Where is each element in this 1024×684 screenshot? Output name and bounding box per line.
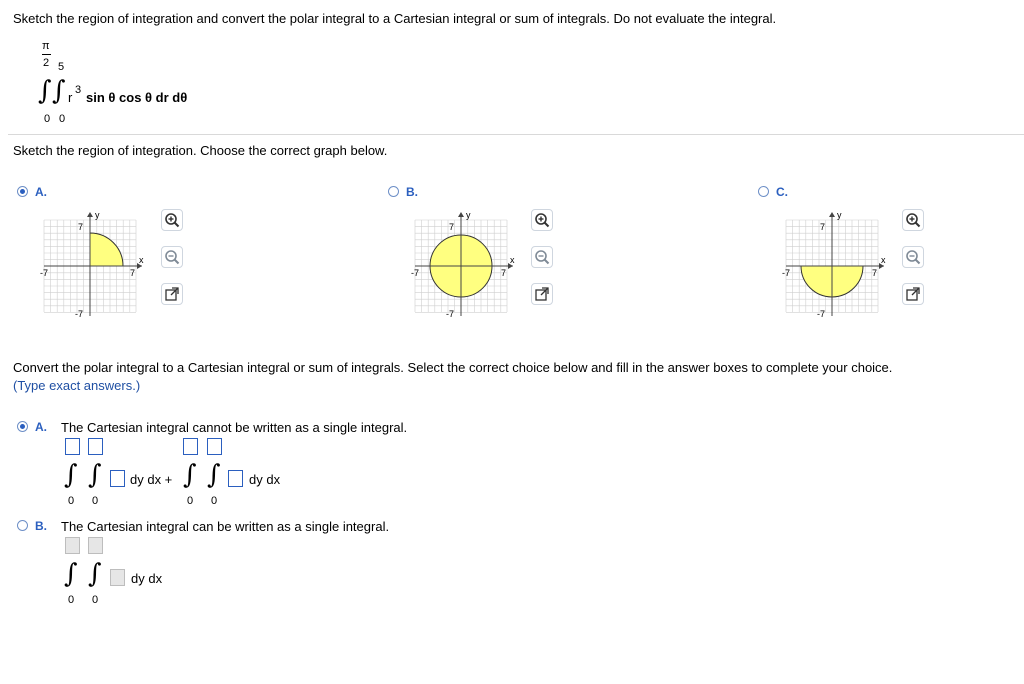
integral-sign: ∫ (183, 460, 197, 490)
upper-limit-box-b2[interactable] (88, 537, 103, 554)
choice-a-text: The Cartesian integral cannot be written as a single integral. (61, 420, 408, 435)
option-b-radio[interactable] (388, 186, 399, 197)
zoom-out-button-c[interactable] (902, 246, 924, 268)
lower-limit: 0 (92, 495, 99, 507)
dydx-text: dy dx (131, 571, 163, 586)
outer-integral-sign: ∫ (38, 76, 52, 106)
y-tick-pos7: 7 (820, 222, 826, 232)
zoom-out-icon (534, 249, 550, 265)
y-tick-neg7: -7 (446, 309, 455, 318)
upper-limit-den: 2 (43, 57, 50, 69)
upper-limit-box-b1[interactable] (65, 537, 80, 554)
open-external-icon (534, 286, 550, 302)
x-axis-label: x (139, 255, 144, 265)
x-tick-pos7: 7 (872, 268, 878, 278)
option-a-letter[interactable]: A. (35, 185, 47, 199)
zoom-out-button-a[interactable] (161, 246, 183, 268)
open-graph-button-b[interactable] (531, 283, 553, 305)
option-c-radio[interactable] (758, 186, 769, 197)
zoom-in-icon (164, 212, 180, 228)
y-axis-label: y (95, 210, 100, 220)
upper-limit-pi: π (42, 40, 50, 52)
choice-a-letter[interactable]: A. (35, 420, 47, 434)
zoom-in-icon (534, 212, 550, 228)
choice-b-letter[interactable]: B. (35, 519, 47, 533)
lower-limit: 0 (187, 495, 194, 507)
x-axis-label: x (510, 255, 515, 265)
upper-limit-box-2[interactable] (88, 438, 103, 455)
open-external-icon (905, 286, 921, 302)
x-tick-neg7: -7 (782, 268, 791, 278)
choice-b-radio[interactable] (17, 520, 28, 531)
integrand-box-1[interactable] (110, 470, 125, 487)
option-c-letter[interactable]: C. (776, 185, 788, 199)
integral-sign: ∫ (64, 460, 78, 490)
graph-option-b[interactable] (411, 208, 521, 318)
integrand-text: sin θ cos θ dr dθ (86, 90, 188, 105)
open-graph-button-a[interactable] (161, 283, 183, 305)
zoom-out-icon (905, 249, 921, 265)
y-arrow (458, 212, 464, 217)
zoom-in-button-a[interactable] (161, 209, 183, 231)
integrand-base: r (68, 90, 73, 105)
fraction-bar (42, 54, 51, 55)
dydx-plus-text: dy dx + (130, 472, 173, 487)
open-external-icon (164, 286, 180, 302)
integrand-box-2[interactable] (228, 470, 243, 487)
graph-option-a[interactable] (40, 208, 150, 318)
integral-sign: ∫ (64, 559, 78, 589)
x-tick-neg7: -7 (411, 268, 420, 278)
dydx-text: dy dx (249, 472, 281, 487)
upper-limit-box-3[interactable] (183, 438, 198, 455)
choice-a-radio[interactable] (17, 421, 28, 432)
x-tick-neg7: -7 (40, 268, 49, 278)
open-graph-button-c[interactable] (902, 283, 924, 305)
y-tick-neg7: -7 (817, 309, 826, 318)
region-quarter-circle (90, 233, 123, 266)
integrand-box-b[interactable] (110, 569, 125, 586)
inner-lower-limit: 0 (59, 113, 66, 125)
x-tick-pos7: 7 (501, 268, 507, 278)
integral-sign: ∫ (88, 559, 102, 589)
upper-limit-box-1[interactable] (65, 438, 80, 455)
lower-limit: 0 (68, 594, 75, 606)
y-tick-pos7: 7 (449, 222, 455, 232)
instruction-text: Sketch the region of integration and convert the polar integral to a Cartesian integral or sum of integrals. Do not evaluate the integral. (13, 11, 777, 26)
y-tick-neg7: -7 (75, 309, 84, 318)
zoom-out-icon (164, 249, 180, 265)
zoom-in-button-c[interactable] (902, 209, 924, 231)
y-arrow (87, 212, 93, 217)
zoom-in-icon (905, 212, 921, 228)
choice-b-text: The Cartesian integral can be written as a single integral. (61, 519, 390, 534)
x-tick-pos7: 7 (130, 268, 136, 278)
inner-upper-limit: 5 (58, 61, 65, 73)
integral-sign: ∫ (207, 460, 221, 490)
upper-limit-box-4[interactable] (207, 438, 222, 455)
part1-prompt: Sketch the region of integration. Choose the correct graph below. (13, 143, 388, 158)
inner-integral-sign: ∫ (52, 76, 66, 106)
lower-limit: 0 (68, 495, 75, 507)
y-tick-pos7: 7 (78, 222, 84, 232)
zoom-in-button-b[interactable] (531, 209, 553, 231)
integrand-exponent: 3 (75, 84, 82, 96)
lower-limit: 0 (211, 495, 218, 507)
section-divider (8, 134, 1024, 135)
y-arrow (829, 212, 835, 217)
graph-option-c[interactable] (782, 208, 892, 318)
y-axis-label: y (837, 210, 842, 220)
y-axis-label: y (466, 210, 471, 220)
part2-note: (Type exact answers.) (13, 378, 141, 393)
part2-prompt: Convert the polar integral to a Cartesian integral or sum of integrals. Select the correct choice below and fill in the answer boxes to complete your choice. (13, 360, 893, 375)
option-a-radio[interactable] (17, 186, 28, 197)
option-b-letter[interactable]: B. (406, 185, 418, 199)
lower-limit: 0 (92, 594, 99, 606)
outer-lower-limit: 0 (44, 113, 51, 125)
x-axis-label: x (881, 255, 886, 265)
zoom-out-button-b[interactable] (531, 246, 553, 268)
integral-sign: ∫ (88, 460, 102, 490)
